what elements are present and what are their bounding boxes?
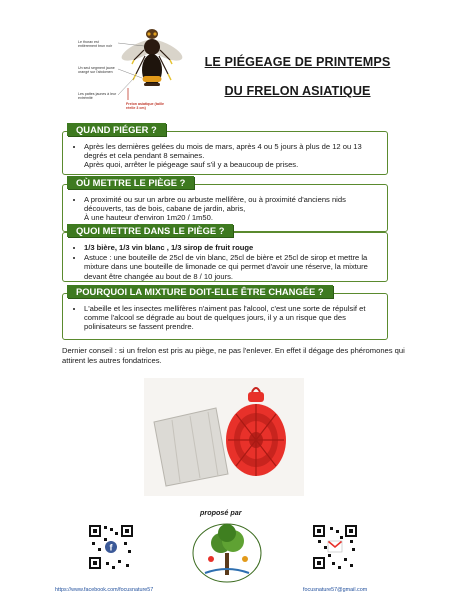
list-item-text: A proximité ou sur un arbre ou arbuste mellifère, ou à proximité d'anciens nids découverts, tas de bois, cabane de jardin, abris,: [84, 195, 346, 214]
section-body: [63, 233, 387, 286]
facebook-link[interactable]: https://www.facebook.com/focusnature57: [55, 587, 154, 593]
list-item: • 1/3 bière, 1/3 vin blanc , 1/3 sirop de fruit rouge: [84, 243, 379, 252]
section-why: [62, 286, 388, 340]
hornet-diagram: [78, 26, 188, 114]
list-item: [84, 142, 379, 170]
list-item-text: Après les dernières gelées du mois de mars, après 4 ou 5 jours à plus de 12 ou 13 degrés et cela pendant 8 semaines.: [84, 142, 362, 161]
list-item: • L'abeille et les insectes mellifères n'aiment pas l'alcool, c'est une sorte de répulsif et comme l'alcool se dégrade au bout de quelques jours, il y a un risque que des polinisateurs se fassent prendre.: [84, 304, 379, 332]
trap-illustration: [144, 378, 304, 496]
final-advice: Dernier conseil : si un frelon est pris au piège, ne pas l'enlever. En effet il dégage des phéromones qui attirent les autres fondatrices.: [62, 346, 405, 365]
section-body: [63, 294, 387, 337]
hornet-note-size: Frelon asiatique (taille réelle 3 cm): [126, 102, 164, 111]
section-heading: QUAND PIÉGER ?: [67, 123, 166, 136]
hornet-note-thorax: Le thorax est entièrement brun noir: [78, 40, 113, 49]
section-when: [62, 124, 388, 175]
list-item: • Astuce : une bouteille de 25cl de vin blanc, 25cl de bière et 25cl de sirop et mettre la mixture dans une bouteille de limonade ce qui permet d'avoir une réserve, la mixture devant être changée au bout de 8 / 10 jours.: [84, 253, 379, 281]
section-body: [63, 132, 387, 175]
email-qr-code[interactable]: [312, 524, 358, 570]
svg-text:f: f: [109, 542, 113, 553]
email-link[interactable]: focusnature57@gmail.com: [303, 587, 368, 593]
section-heading: QUOI METTRE DANS LE PIÈGE ?: [67, 224, 233, 237]
section-heading: POURQUOI LA MIXTURE DOIT-ELLE ÊTRE CHANGÉE ?: [67, 285, 333, 298]
section-what: [62, 225, 388, 282]
facebook-qr-code[interactable]: [88, 524, 134, 570]
list-item-text: À une hauteur d'environ 1m20 / 1m50.: [84, 213, 213, 223]
hornet-note-abdomen: Un seul segment jaune orangé sur l'abdomen: [78, 66, 115, 75]
list-item-text: Après quoi, arrêter le piégeage sauf s'il y a beaucoup de prises.: [84, 160, 299, 170]
section-body: [63, 185, 387, 228]
list-item: [84, 195, 379, 223]
page-title-line1: LE PIÉGEAGE DE PRINTEMPS: [204, 55, 391, 69]
hornet-note-legs: Les pattes jaunes à leur extrémité: [78, 92, 117, 101]
proposed-by-label: proposé par: [200, 508, 242, 517]
section-heading: OÙ METTRE LE PIÈGE ?: [67, 176, 194, 189]
association-logo: [191, 519, 263, 583]
page-title-line2: DU FRELON ASIATIQUE: [224, 84, 371, 98]
